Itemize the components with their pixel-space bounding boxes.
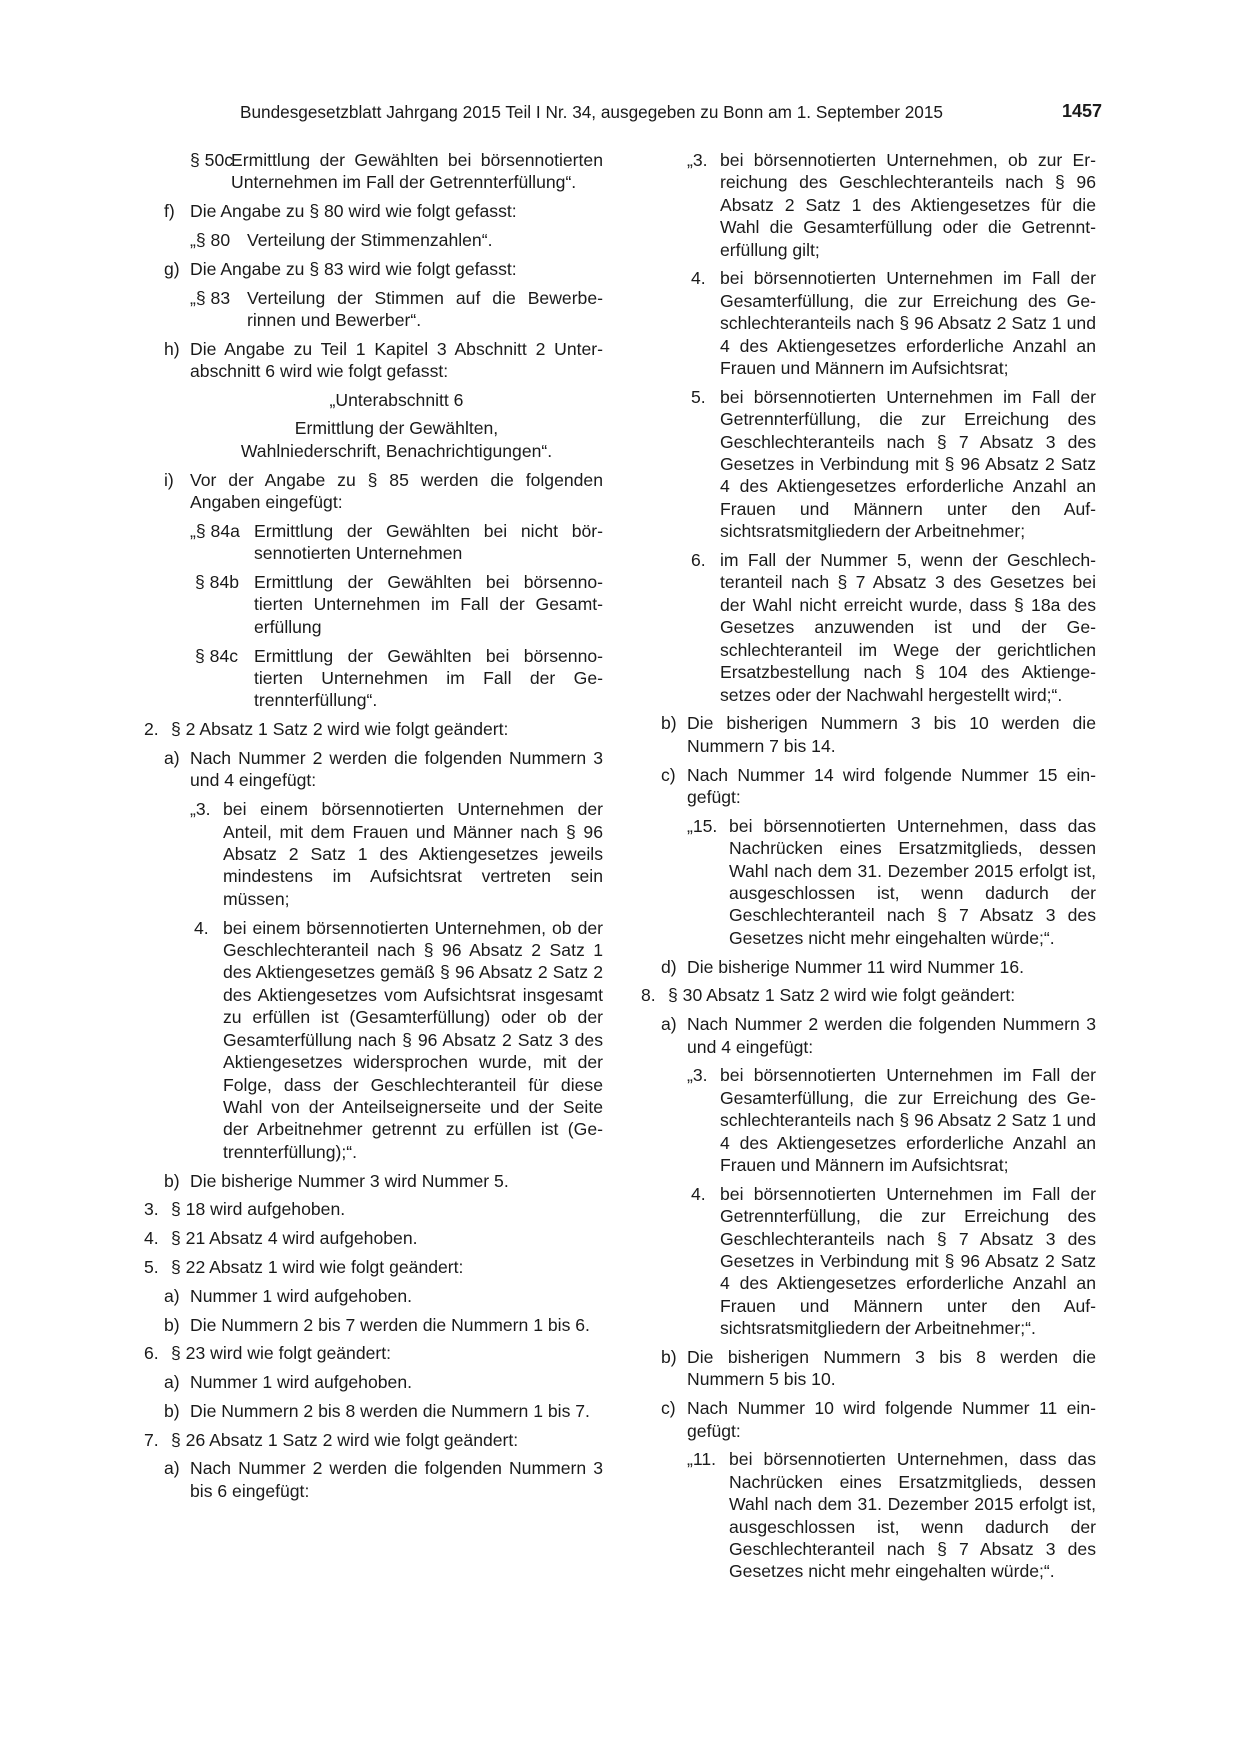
item-label: 4. [691,268,706,289]
heading-line: „Unterabschnitt 6 [329,390,464,410]
list-item [645,1346,1096,1391]
item-text: bei börsennotierten Unternehmen im Fall der Getrennterfüllung, die zur Erreichung des Geschlechteranteils nach § 7 Absatz 3 des Gesetzes in Verbindung mit § 96 Absatz 2 Satz 4 des Aktiengesetzes erforderliche Anzahl an Frauen und Männern unter den Aufsichtsratsmitgliedern der Arbeitnehmer; [720,386,1096,542]
item-text: § 30 Absatz 1 Satz 2 wird wie folgt geändert: [668,985,1016,1006]
list-item [152,798,603,910]
list-item [152,1371,603,1393]
item-text: bei börsennotierten Unternehmen im Fall der Getrennterfüllung, die zur Erreichung des Geschlechteranteils nach § 7 Absatz 3 des Gesetzes in Verbindung mit § 96 Absatz 2 Satz 4 des Aktiengesetzes erforderliche Anzahl an Frauen und Männern unter den Aufsichtsratsmitgliedern der Arbeitnehmer;“. [720,1183,1096,1339]
list-item [645,1013,1096,1058]
item-text: Nach Nummer 2 werden die folgenden Nummern 3 bis 6 eingefügt: [190,1458,603,1501]
item-label: a) [164,748,180,769]
item-text: bei börsennotierten Unternehmen, dass das Nachrücken eines Ersatzmitglieds, dessen Wahl nach dem 31. Dezember 2015 erfolgt ist, ausgeschlossen ist, wenn dadurch der Geschlechteranteil nach § 7 Absatz 3 des Gesetzes nicht mehr eingehalten würde;“. [729,1449,1096,1582]
list-item [152,469,603,514]
item-label: c) [661,1398,676,1419]
list-item [645,956,1096,978]
list-item [144,1256,603,1278]
item-label: a) [164,1458,180,1479]
item-text: Die Nummern 2 bis 7 werden die Nummern 1 bis 6. [190,1314,590,1335]
item-text: Nach Nummer 14 wird folgende Nummer 15 eingefügt: [687,764,1096,807]
list-item [645,764,1096,809]
item-text: Nummer 1 wird aufgehoben. [190,1372,412,1393]
item-text: Nach Nummer 2 werden die folgenden Nummern 3 und 4 eingefügt: [190,748,603,791]
item-label: 4. [194,917,209,938]
item-text: Die bisherige Nummer 11 wird Nummer 16. [687,956,1024,977]
list-item [645,386,1096,543]
item-label: a) [661,1014,677,1035]
list-item [152,338,603,383]
list-item [152,1285,603,1307]
list-item [645,815,1096,949]
item-text: Ermittlung der Gewählten bei nicht börsennotierten Unternehmen [254,520,603,564]
list-item [152,200,603,222]
list-item [152,917,603,1163]
item-text: bei börsennotierten Unternehmen, dass das Nachrücken eines Ersatzmitglieds, dessen Wahl nach dem 31. Dezember 2015 erfolgt ist, ausgeschlossen ist, wenn dadurch der Geschlechteranteil nach § 7 Absatz 3 des Gesetzes nicht mehr eingehalten würde;“. [729,815,1096,948]
list-item [152,747,603,792]
item-text: Nach Nummer 10 wird folgende Nummer 11 eingefügt: [687,1398,1096,1441]
heading-line: Wahlniederschrift, Benachrichtigungen“. [240,440,553,461]
page-header [240,101,1102,125]
item-label: „§ 80 [190,230,231,250]
list-item [645,267,1096,379]
item-label: b) [164,1314,180,1335]
item-text: Die Angabe zu § 83 wird wie folgt gefasst: [190,258,517,279]
item-text: Nummer 1 wird aufgehoben. [190,1285,412,1306]
item-text: Die Angabe zu Teil 1 Kapitel 3 Abschnitt 2 Unterabschnitt 6 wird wie folgt gefasst: [190,338,603,382]
item-label: b) [661,713,677,734]
list-item [152,258,603,280]
item-label: f) [164,201,175,222]
item-text: Die bisherigen Nummern 3 bis 8 werden die Nummern 5 bis 10. [687,1347,1096,1390]
list-item [645,1064,1096,1176]
list-item [152,287,603,332]
item-text: § 18 wird aufgehoben. [171,1199,346,1220]
item-text: Ermittlung der Gewählten bei börsennotierten Unternehmen im Fall der Getrennterfüllung“. [231,150,603,193]
list-item [144,1227,603,1249]
left-column [144,149,603,1502]
list-item [645,1397,1096,1442]
list-item [641,984,1096,1006]
list-item [152,1457,603,1502]
heading-line: Ermittlung der Gewählten, [294,418,499,439]
item-label: „15. [687,815,718,836]
item-text: Vor der Angabe zu § 85 werden die folgenden Angaben eingefügt: [190,469,603,513]
centered-heading [152,389,603,462]
list-item [144,1342,603,1364]
list-item [152,149,603,194]
item-label: h) [164,338,180,359]
item-label: 7. [144,1429,159,1450]
item-label: 8. [641,985,656,1006]
list-item [152,520,603,565]
item-text: bei börsennotierten Unternehmen im Fall der Gesamterfüllung, die zur Erreichung des Geschlechteranteils nach § 96 Absatz 2 Satz 1 und 4 des Aktiengesetzes erforderliche Anzahl an Frauen und Männern im Aufsichtsrat; [720,1065,1096,1175]
item-label: „3. [687,1065,708,1086]
item-text: bei einem börsennotierten Unternehmen, ob der Geschlechteranteil nach § 96 Absatz 2 Satz 1 des Aktiengesetzes gemäß § 96 Absatz 2 Satz 2 des Aktiengesetzes vom Aufsichtsrat insgesamt zu erfüllen ist (Gesamterfüllung) oder ob der Gesamterfüllung nach § 96 Absatz 2 Satz 3 des Aktiengesetzes widersprochen wurde, mit der Folge, dass der Geschlechteranteil für diese Wahl von der Anteilseignerseite und der Seite der Arbeitnehmer getrennt zu erfüllen ist (Getrennterfüllung);“. [223,917,603,1162]
item-label: a) [164,1285,180,1306]
running-title: Bundesgesetzblatt Jahrgang 2015 Teil I Nr. 34, ausgegeben zu Bonn am 1. September 2015 [240,102,943,122]
item-label: § 50c [190,150,234,170]
item-text: Die bisherigen Nummern 3 bis 10 werden die Nummern 7 bis 14. [687,713,1096,756]
item-text: im Fall der Nummer 5, wenn der Geschlechteranteil nach § 7 Absatz 3 des Gesetzes bei der Wahl nicht erreicht wurde, dass § 18a des Gesetzes anzuwenden ist und der Geschlechteranteil im Wege der gerichtlichen Ersatzbestellung nach § 104 des Aktiengesetzes oder der Nachwahl hergestellt wird;“. [720,550,1096,705]
item-label: c) [661,764,676,785]
item-text: § 22 Absatz 1 wird wie folgt geändert: [171,1256,464,1277]
item-label: § 84b [195,572,240,593]
item-label: 6. [691,550,706,571]
list-item [144,1429,603,1451]
item-label: 5. [144,1256,159,1277]
item-text: § 23 wird wie folgt geändert: [171,1343,392,1364]
item-label: 2. [144,719,159,740]
item-label: § 84c [195,645,239,666]
item-text: bei einem börsennotierten Unternehmen der Anteil, mit dem Frauen und Männer nach § 96 Absatz 2 Satz 1 des Aktiengesetzes jeweils mindestens im Aufsichtsrat vertreten sein müssen; [223,799,603,909]
item-label: „11. [687,1449,717,1470]
item-label: 5. [691,386,706,407]
list-item [645,149,1096,261]
list-item [152,1400,603,1422]
item-label: 4. [691,1183,706,1204]
item-label: b) [164,1170,180,1191]
list-item [144,1198,603,1220]
item-label: g) [164,258,180,279]
item-text: Ermittlung der Gewählten bei börsennotierten Unternehmen im Fall der Getrennterfüllung“. [254,645,603,711]
item-text: § 21 Absatz 4 wird aufgehoben. [171,1228,418,1249]
item-text: Die Nummern 2 bis 8 werden die Nummern 1 bis 7. [190,1400,590,1421]
list-item [152,1170,603,1192]
item-label: 3. [144,1199,159,1220]
item-label: 4. [144,1228,159,1249]
item-label: i) [164,469,174,490]
item-text: Ermittlung der Gewählten bei börsennotierten Unternehmen im Fall der Gesamterfüllung [254,572,603,637]
item-text: Nach Nummer 2 werden die folgenden Nummern 3 und 4 eingefügt: [687,1014,1096,1057]
item-text: Verteilung der Stimmen auf die Bewerberinnen und Bewerber“. [247,287,603,330]
list-item [645,549,1096,706]
item-text: § 2 Absatz 1 Satz 2 wird wie folgt geändert: [171,719,509,740]
list-item [645,712,1096,757]
list-item [152,229,603,251]
list-item [152,645,603,712]
list-item [152,1314,603,1336]
item-label: 6. [144,1343,159,1364]
item-text: Die bisherige Nummer 3 wird Nummer 5. [190,1170,509,1191]
list-item [144,718,603,740]
page-number: 1457 [1061,101,1102,121]
item-label: „§ 83 [190,287,231,308]
item-label: „3. [687,150,708,170]
item-text: § 26 Absatz 1 Satz 2 wird wie folgt geändert: [171,1429,519,1450]
item-text: bei börsennotierten Unternehmen im Fall der Gesamterfüllung, die zur Erreichung des Geschlechteranteils nach § 96 Absatz 2 Satz 1 und 4 des Aktiengesetzes erforderliche Anzahl an Frauen und Männern im Aufsichtsrat; [720,268,1096,379]
item-text: bei börsennotierten Unternehmen, ob zur Erreichung des Geschlechteranteils nach § 96 Absatz 2 Satz 1 des Aktiengesetzes für die Wahl die Gesamterfüllung oder die Getrennterfüllung gilt; [720,150,1096,260]
item-text: Die Angabe zu § 80 wird wie folgt gefasst: [190,201,517,222]
item-label: d) [661,956,677,977]
item-label: b) [164,1400,180,1421]
item-text: Verteilung der Stimmenzahlen“. [247,230,493,250]
list-item [645,1183,1096,1340]
right-column [641,149,1096,1583]
item-label: b) [661,1347,677,1367]
list-item [645,1448,1096,1582]
item-label: „3. [190,799,211,820]
list-item [152,571,603,638]
item-label: a) [164,1372,180,1393]
item-label: „§ 84a [190,520,240,541]
